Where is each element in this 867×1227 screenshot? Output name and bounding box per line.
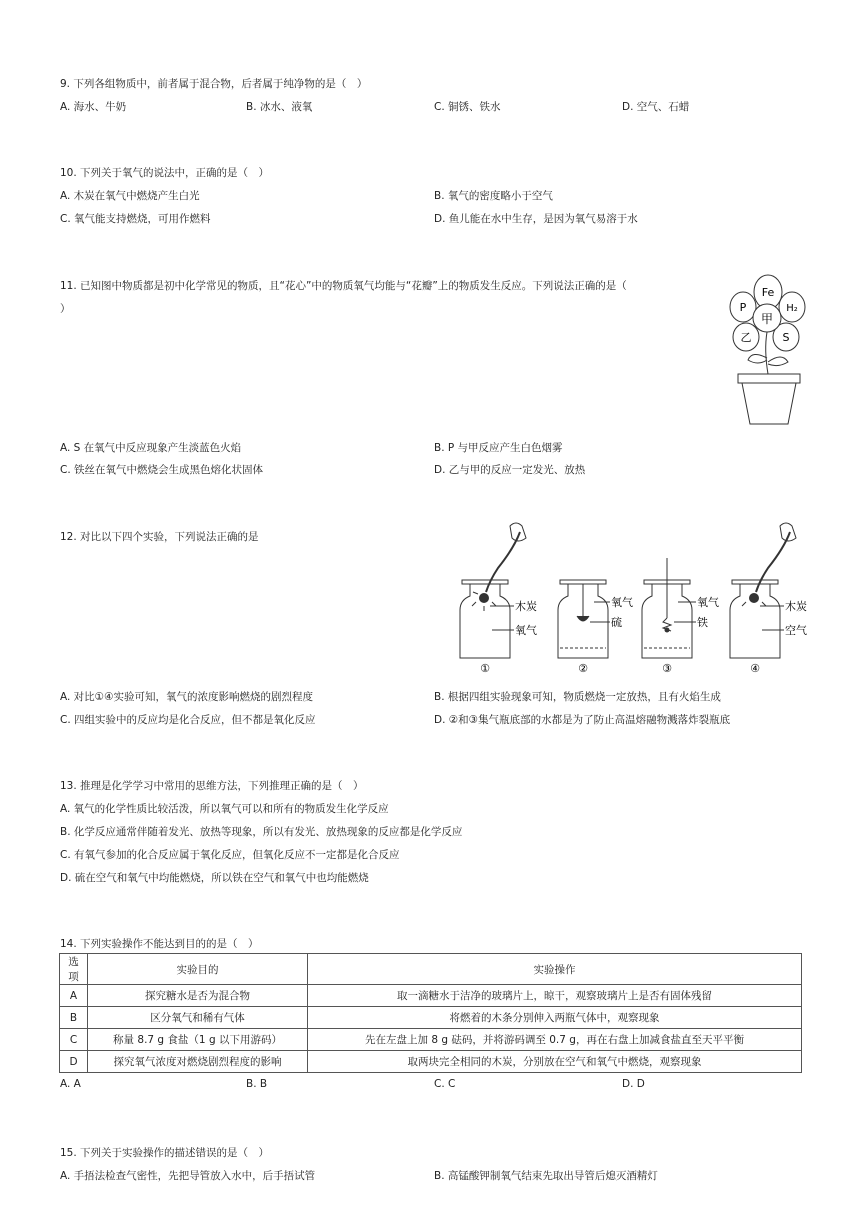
q13-option-c: C. 有氧气参加的化合反应属于氧化反应，但氧化反应不一定都是化合反应 — [60, 849, 400, 861]
q13-option-b: B. 化学反应通常伴随着发光、放热等现象，所以有发光、放热现象的反应都是化学反应 — [60, 826, 463, 838]
jar-1-label-1: 木炭 — [515, 600, 537, 613]
q15-option-a: A. 手捂法检查气密性，先把导管放入水中，后手捂试管 — [60, 1170, 316, 1182]
table-row — [60, 1029, 802, 1051]
q9-option-d: D. 空气、石蜡 — [622, 101, 690, 113]
q13-option-d: D. 硫在空气和氧气中均能燃烧，所以铁在空气和氧气中也均能燃烧 — [60, 872, 369, 884]
q14-option-b: B. B — [246, 1078, 268, 1090]
jar-4-number: ④ — [750, 662, 760, 675]
row-d-purpose: 探究氧气浓度对燃烧剧烈程度的影响 — [88, 1051, 308, 1073]
row-b-option: B — [60, 1007, 88, 1029]
q9-option-a: A. 海水、牛奶 — [60, 101, 127, 113]
jar-2-number: ② — [578, 662, 588, 675]
jar-2-label-1: 氧气 — [611, 596, 633, 609]
q9-option-c: C. 铜锈、铁水 — [434, 101, 501, 113]
q13-stem: 13. 推理是化学学习中常用的思维方法，下列推理正确的是（ ） — [60, 780, 364, 792]
q13-option-a: A. 氧气的化学性质比较活泼，所以氧气可以和所有的物质发生化学反应 — [60, 803, 389, 815]
jar-3-number: ③ — [662, 662, 672, 675]
jar-1 — [460, 523, 537, 675]
row-b-purpose: 区分氧气和稀有气体 — [88, 1007, 308, 1029]
row-c-operation: 先在左盘上加 8 g 砝码，并将游码调至 0.7 g，再在右盘上加减食盐直至天平平衡 — [308, 1029, 802, 1051]
petal-h2: H₂ — [786, 303, 798, 314]
jar-3 — [642, 558, 719, 675]
row-a-option: A — [60, 985, 88, 1007]
q11-option-a: A. S 在氧气中反应现象产生淡蓝色火焰 — [60, 442, 242, 454]
jar-1-number: ① — [480, 662, 490, 675]
jar-3-label-1: 氧气 — [697, 596, 719, 609]
q14-stem: 14. 下列实验操作不能达到目的的是（ ） — [60, 938, 259, 950]
q11-stem-line2: ） — [60, 303, 71, 315]
jar-4 — [730, 523, 807, 675]
row-a-purpose: 探究糖水是否为混合物 — [88, 985, 308, 1007]
row-c-purpose: 称量 8.7 g 食盐（1 g 以下用游码） — [88, 1029, 308, 1051]
q10-option-d: D. 鱼儿能在水中生存，是因为氧气易溶于水 — [434, 213, 638, 225]
q11-stem-line1: 11. 已知图中物质都是初中化学常见的物质，且“花心”中的物质氧气均能与“花瓣”上的物质发生反应。下列说法正确的是（ — [60, 280, 627, 292]
jar-4-label-1: 木炭 — [785, 600, 807, 613]
q15-stem: 15. 下列关于实验操作的描述错误的是（ ） — [60, 1147, 270, 1159]
q11-option-c: C. 铁丝在氧气中燃烧会生成黑色熔化状固体 — [60, 464, 264, 476]
flower-pot-figure — [726, 270, 816, 426]
table-row — [60, 985, 802, 1007]
row-d-operation: 取两块完全相同的木炭，分别放在空气和氧气中燃烧，观察现象 — [308, 1051, 802, 1073]
row-d-option: D — [60, 1051, 88, 1073]
q12-option-d: D. ②和③集气瓶底部的水都是为了防止高温熔融物溅落炸裂瓶底 — [434, 714, 731, 726]
row-c-option: C — [60, 1029, 88, 1051]
four-jars-figure — [452, 518, 812, 676]
jar-4-label-2: 空气 — [785, 624, 807, 637]
petal-yi: 乙 — [740, 331, 752, 344]
q10-option-c: C. 氧气能支持燃烧，可用作燃料 — [60, 213, 211, 225]
q12-option-c: C. 四组实验中的反应均是化合反应，但不都是氧化反应 — [60, 714, 316, 726]
q14-option-c: C. C — [434, 1078, 456, 1090]
q14-option-a: A. A — [60, 1078, 81, 1090]
q11-option-b: B. P 与甲反应产生白色烟雾 — [434, 442, 563, 454]
header-operation: 实验操作 — [308, 954, 802, 985]
q9-option-b: B. 冰水、液氧 — [246, 101, 313, 113]
flower-center: 甲 — [760, 312, 774, 326]
jar-2-label-2: 硫 — [611, 616, 622, 629]
jar-2 — [558, 580, 633, 675]
petal-p: P — [739, 301, 747, 314]
q15-option-b: B. 高锰酸钾制氧气结束先取出导管后熄灭酒精灯 — [434, 1170, 658, 1182]
q12-stem: 12. 对比以下四个实验，下列说法正确的是 — [60, 531, 259, 543]
petal-fe: Fe — [761, 286, 775, 299]
petal-s: S — [782, 331, 790, 344]
jar-3-label-2: 铁 — [697, 616, 708, 629]
row-a-operation: 取一滴糖水于洁净的玻璃片上，晾干，观察玻璃片上是否有固体残留 — [308, 985, 802, 1007]
table-header-row — [60, 954, 802, 985]
table-row — [60, 1051, 802, 1073]
q12-option-b: B. 根据四组实验现象可知，物质燃烧一定放热，且有火焰生成 — [434, 691, 721, 703]
header-purpose: 实验目的 — [88, 954, 308, 985]
row-b-operation: 将燃着的木条分别伸入两瓶气体中，观察现象 — [308, 1007, 802, 1029]
q9-stem: 9. 下列各组物质中，前者属于混合物，后者属于纯净物的是（ ） — [60, 78, 368, 90]
q10-option-b: B. 氧气的密度略小于空气 — [434, 190, 553, 202]
q11-option-d: D. 乙与甲的反应一定发光、放热 — [434, 464, 586, 476]
q12-option-a: A. 对比①④实验可知，氧气的浓度影响燃烧的剧烈程度 — [60, 691, 313, 703]
q14-option-d: D. D — [622, 1078, 645, 1090]
table-row — [60, 1007, 802, 1029]
q10-option-a: A. 木炭在氧气中燃烧产生白光 — [60, 190, 200, 202]
jar-1-label-2: 氧气 — [515, 624, 537, 637]
header-option: 选项 — [60, 954, 88, 985]
experiment-table — [59, 953, 802, 1073]
q10-stem: 10. 下列关于氧气的说法中，正确的是（ ） — [60, 167, 270, 179]
